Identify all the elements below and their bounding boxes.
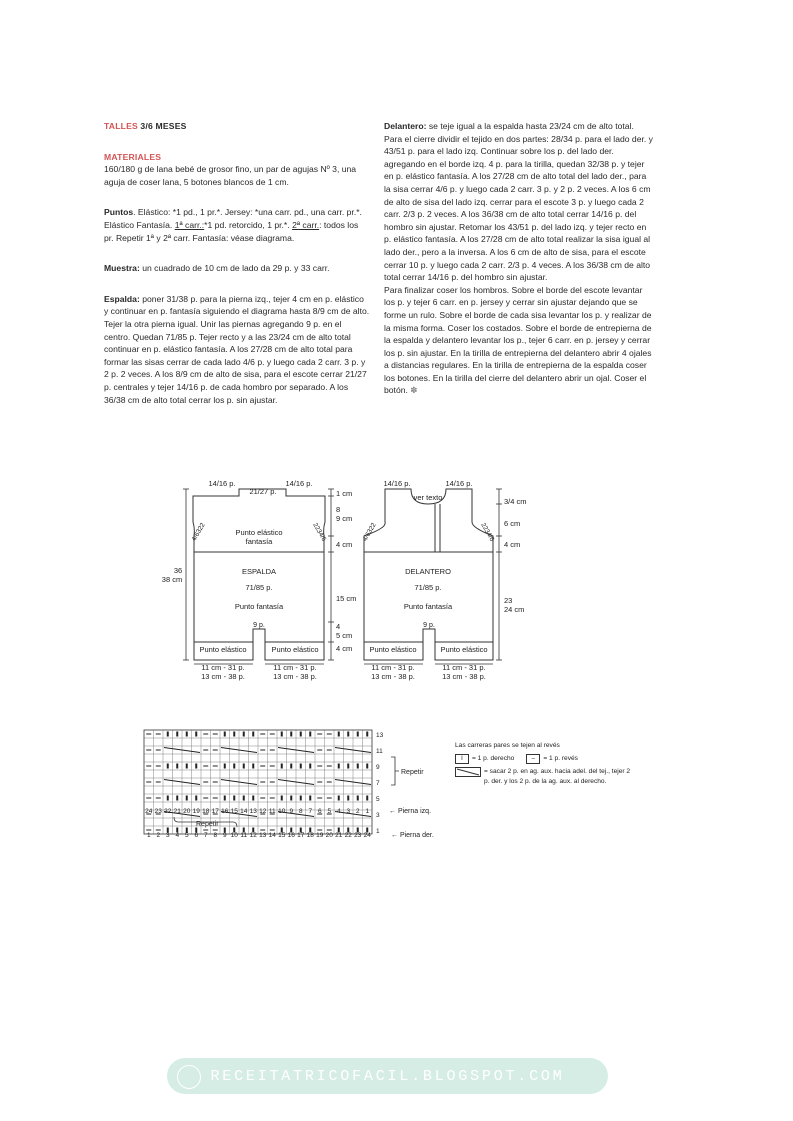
knit-stitch: [195, 732, 197, 737]
espalda-text: poner 31/38 p. para la pierna izq., tejer 4 cm en p. elástico y continuar en p. fantasía siguiendo el diagrama hasta 8/9 cm de alto. Tejer la otra pierna igual. Unir las piernas agregando 9 p. en el centro. Quedan 71/85 p. Tejer recto y a las 23/24 cm de alto total continuar en p. elástico fantasía. A los 27/28 cm de alto total para formar las sisas cerrar de cada lado 4/6 p. y luego cada 2 carr. 3 p. y 2 p. 2 veces. A los 8/9 cm de alto de sisa, para el escote cerrar 21/27 p. centrales y tejer 14/16 p. de cada hombro por separado. A los 36/38 cm de alto total cerrar los p. sin ajustar.: [104, 293, 370, 405]
front-name: DELANTERO: [405, 567, 451, 576]
knit-stitch: [243, 732, 245, 737]
stitch-number-right: 15: [278, 832, 286, 839]
knit-symbol-icon: I: [455, 754, 469, 764]
back-dim-1: 1 cm: [336, 489, 353, 498]
stitch-number-right: 7: [203, 832, 208, 839]
stitch-number-right: 22: [344, 832, 352, 839]
stitch-number-left: 1: [365, 808, 370, 815]
knit-stitch: [281, 796, 283, 801]
row-number: 9: [376, 764, 380, 771]
puntos-text-b: *1 pd. retorcido, 1 pr.*.: [204, 219, 293, 230]
stitch-number-left: 4: [336, 808, 341, 815]
garment-schematics: [150, 472, 530, 687]
back-stitch-count: 71/85 p.: [245, 583, 273, 592]
front-crotch: 9 p.: [423, 622, 435, 629]
knit-stitch: [224, 796, 226, 801]
back-rib-top-2: fantasía: [245, 537, 273, 546]
muestra-label: Muestra:: [104, 263, 140, 274]
finishing-text: Para finalizar coser los hombros. Sobre el borde del escote levantar los p. y tejer 6 carr. en p. jersey y cerrar sin ajustar dejando que se forme un rulo. Sobre el borde de cada sisa levantar los p. y realizar de la misma forma. Coser los costados. Sobre el borde de entrepierna de la espalda y delantero levantar los p., tejer 6 carr. en p. jersey y cerrar los p. sin ajustar. En la tirilla de entrepierna del delantero abrir 4 ojales a distancias regulares. En la tirilla de entrepierna de la espalda coser los botones. En la tirilla del cierre del delantero abrir un ojal. Coser el botón.: [384, 284, 652, 396]
stitch-number-left: 3: [346, 808, 351, 815]
legend-knit-text: = 1 p. derecho: [472, 755, 515, 762]
legend-note: Las carreras pares se tejen al revés: [455, 742, 560, 749]
knit-stitch: [243, 796, 245, 801]
knit-stitch: [176, 764, 178, 769]
knit-stitch: [252, 732, 254, 737]
stitch-number-left: 8: [298, 808, 303, 815]
end-ornament-icon: ✽: [410, 385, 418, 396]
chart-legend: [455, 741, 635, 787]
front-leg-right-1: 11 cm - 31 p.: [442, 663, 486, 672]
front-pattern: Punto fantasía: [403, 602, 453, 611]
front-leg-right-2: 13 cm - 38 p.: [442, 672, 486, 681]
back-crotch: 9 p.: [253, 622, 265, 629]
knit-stitch: [309, 796, 311, 801]
stitch-number-left: 17: [211, 808, 219, 815]
materials-title: MATERIALES: [104, 151, 162, 162]
front-dim-6: 6 cm: [504, 519, 521, 528]
stitch-number-left: 18: [202, 808, 210, 815]
sizes-heading: [104, 120, 370, 133]
knit-stitch: [357, 732, 359, 737]
stitch-number-right: 13: [259, 832, 267, 839]
right-text-column: [384, 120, 654, 397]
knit-stitch: [290, 796, 292, 801]
stitch-number-left: 7: [308, 808, 313, 815]
stitch-number-right: 5: [184, 832, 189, 839]
stitch-number-right: 10: [230, 832, 238, 839]
stitch-chart: [138, 726, 438, 841]
back-dim-9: 9 cm: [336, 514, 353, 523]
stitch-number-right: 21: [335, 832, 343, 839]
knit-stitch: [357, 764, 359, 769]
knit-stitch: [186, 764, 188, 769]
puntos-text-c: : todos los pr. Repetir 1ª y 2ª carr. Fantasía: véase diagrama.: [104, 219, 359, 243]
back-dimension-lines: [183, 489, 334, 664]
front-shoulder-right: 14/16 p.: [445, 479, 473, 488]
muestra-text: un cuadrado de 10 cm de lado da 29 p. y 33 carr.: [139, 263, 330, 274]
back-leg-left-2: 13 cm - 38 p.: [201, 672, 245, 681]
stitch-number-right: 19: [316, 832, 324, 839]
knit-stitch: [338, 796, 340, 801]
blog-footer-banner[interactable]: [167, 1058, 608, 1094]
front-dim-4: 4 cm: [504, 540, 521, 549]
puntos-label: Puntos: [104, 207, 134, 218]
stitch-number-right: 4: [175, 832, 180, 839]
espalda-label: Espalda:: [104, 293, 140, 304]
knit-stitch: [347, 796, 349, 801]
front-neck: ver texto: [413, 493, 443, 502]
delantero-text: se teje igual a la espalda hasta 23/24 cm de alto total. Para el cierre dividir el tejido en dos partes: 28/34 p. para el lado der. y 43/51 p. para el lado izq. Continuar sobre los p. del lado der. agregando en el borde izq. 4 p. para la tirilla, quedan 32/38 p. y tejer en p. elástico fantasía. A los 27/28 cm de alto total del lado der., para la sisa cerrar 4/6 p. y luego cada 2 carr. 3 p. y 2 p. 2 veces. A los 6 cm de alto de sisa del lado izq. cerrar para el escote 3 p. y luego cada 2 carr. 2/3 p. 2 veces. A los 36/38 cm de alto total cerrar 14/16 p. del hombro sin ajustar. Retomar los 43/51 p. del lado izq. y tejer recto en p. elástico fantasía. A los 27/28 cm de alto total realizar la sisa igual al lado der., pero a la inversa. A los 6 cm de alto de sisa, para el escote cerrar 10 p. y luego cada 2 carr. 2/3 p. 4 veces. A los 36/38 cm de alto total cerrar 14/16 p. del hombro sin ajustar.: [384, 121, 653, 283]
right-leg-label: ← Pierna der.: [391, 832, 434, 839]
stitch-number-left: 13: [249, 808, 257, 815]
stitch-number-left: 16: [221, 808, 229, 815]
knit-stitch: [309, 732, 311, 737]
front-armhole-left: 4/6322: [361, 521, 378, 543]
back-dim-4c: 4 cm: [336, 644, 353, 653]
front-rib-right: Punto elástico: [440, 645, 488, 654]
stitch-number-right: 12: [249, 832, 257, 839]
row-number: 5: [376, 796, 380, 803]
knit-stitch: [224, 732, 226, 737]
knit-stitch: [300, 764, 302, 769]
knit-stitch: [243, 764, 245, 769]
knit-stitch: [366, 764, 368, 769]
stitch-number-right: 2: [156, 832, 161, 839]
knit-stitch: [186, 796, 188, 801]
stitch-number-left: 14: [240, 808, 248, 815]
stitch-numbers-right: [147, 832, 371, 839]
knit-stitch: [338, 732, 340, 737]
row-number: 3: [376, 812, 380, 819]
stitch-number-right: 3: [165, 832, 170, 839]
stitch-number-right: 6: [194, 832, 199, 839]
stitch-number-right: 17: [297, 832, 305, 839]
stitch-number-right: 20: [325, 832, 333, 839]
left-leg-label: ← Pierna izq.: [389, 808, 432, 815]
stitch-number-left: 21: [173, 808, 181, 815]
knit-stitch: [347, 732, 349, 737]
stitch-number-right: 8: [213, 832, 218, 839]
stitch-number-left: 5: [327, 808, 332, 815]
row-numbers: [376, 732, 384, 835]
stitch-number-left: 24: [145, 808, 153, 815]
knit-stitch: [233, 764, 235, 769]
row-number: 7: [376, 780, 380, 787]
front-dim-34: 3/4 cm: [504, 497, 527, 506]
knit-stitch: [233, 796, 235, 801]
knit-stitch: [186, 732, 188, 737]
sizes-label: TALLES: [104, 121, 138, 131]
knit-stitch: [233, 732, 235, 737]
puntos-text-a: . Elástico: *1 pd., 1 pr.*. Jersey: *una carr. pd., una carr. pr.*. Elástico Fantasía.: [104, 207, 362, 230]
row-number: 13: [376, 732, 384, 739]
stitch-number-left: 15: [230, 808, 238, 815]
back-leg-right-1: 11 cm - 31 p.: [273, 663, 317, 672]
back-shoulder-left: 14/16 p.: [208, 479, 236, 488]
stitch-number-left: 11: [268, 808, 276, 815]
stitch-number-left: 22: [164, 808, 172, 815]
repeat-rows-label: Repetir: [401, 769, 424, 776]
repeat-rows-bracket: [391, 757, 399, 785]
knit-stitch: [357, 796, 359, 801]
knit-stitch: [290, 732, 292, 737]
stitch-number-left: 19: [192, 808, 200, 815]
stitch-number-left: 6: [317, 808, 322, 815]
back-rib-right: Punto elástico: [271, 645, 319, 654]
back-pattern: Punto fantasía: [234, 602, 284, 611]
knit-stitch: [338, 764, 340, 769]
blog-url: RECEITATRICOFACIL.BLOGSPOT.COM: [210, 1067, 565, 1085]
front-stitch-count: 71/85 p.: [414, 583, 442, 592]
purl-symbol-icon: –: [526, 754, 540, 764]
front-armhole-right: 2234/6: [479, 521, 496, 543]
back-armhole-right: 2234/6: [311, 521, 328, 543]
back-leg-left-1: 11 cm - 31 p.: [201, 663, 245, 672]
back-dim-8: 8: [336, 505, 341, 514]
row-number: 1: [376, 828, 380, 835]
knit-stitch: [300, 732, 302, 737]
stitch-grid: [144, 730, 372, 834]
knit-stitch: [176, 732, 178, 737]
stitch-number-right: 23: [354, 832, 362, 839]
legend-purl-text: = 1 p. revés: [543, 755, 578, 762]
knit-stitch: [167, 796, 169, 801]
knit-stitch: [167, 764, 169, 769]
back-shoulder-right: 14/16 p.: [285, 479, 313, 488]
back-dim-4b: 4: [336, 622, 341, 631]
stitch-number-left: 20: [183, 808, 191, 815]
back-dim-15: 15 cm: [336, 594, 357, 603]
back-height-1: 36: [173, 566, 183, 575]
stitch-number-right: 9: [222, 832, 227, 839]
puntos-row2-label: 2ª carr.: [292, 219, 320, 230]
knit-stitch: [366, 796, 368, 801]
back-dim-4a: 4 cm: [336, 540, 353, 549]
materials-section: [104, 151, 370, 189]
knit-stitch: [224, 764, 226, 769]
front-shoulder-left: 14/16 p.: [383, 479, 411, 488]
knit-stitch: [195, 764, 197, 769]
stitch-number-right: 1: [146, 832, 151, 839]
back-rib-top-1: Punto elástico: [235, 528, 283, 537]
knit-stitch: [347, 764, 349, 769]
left-text-column: [104, 120, 370, 416]
stitch-number-left: 23: [154, 808, 162, 815]
stitch-number-left: 12: [259, 808, 267, 815]
muestra-section: [104, 262, 370, 275]
stitch-number-right: 11: [240, 832, 248, 839]
back-armhole-left: 4/6322: [190, 521, 207, 543]
front-leg-left-2: 13 cm - 38 p.: [371, 672, 415, 681]
knit-stitch: [300, 796, 302, 801]
knit-stitch: [167, 732, 169, 737]
legend-knit: [455, 754, 635, 764]
stitch-number-left: 9: [289, 808, 294, 815]
delantero-section: [384, 120, 654, 284]
puntos-section: [104, 206, 370, 244]
knit-stitch: [309, 764, 311, 769]
front-leg-left-1: 11 cm - 31 p.: [371, 663, 415, 672]
back-name: ESPALDA: [241, 567, 277, 576]
delantero-label: Delantero:: [384, 121, 427, 131]
legend-cable: [455, 767, 635, 787]
knit-stitch: [252, 764, 254, 769]
knit-stitch: [195, 796, 197, 801]
knit-stitch: [252, 796, 254, 801]
knit-stitch: [281, 764, 283, 769]
knit-stitch: [290, 764, 292, 769]
sizes-value: 3/6 MESES: [140, 121, 187, 131]
legend-cable-text: = sacar 2 p. en ag. aux. hacia adel. del tej., tejer 2 p. der. y los 2 p. de la ag. aux. al derecho.: [484, 768, 631, 785]
stitch-number-left: 2: [355, 808, 360, 815]
back-neck: 21/27 p.: [249, 487, 277, 496]
back-leg-right-2: 13 cm - 38 p.: [273, 672, 317, 681]
row-number: 11: [376, 748, 383, 755]
back-rib-left: Punto elástico: [199, 645, 247, 654]
yarn-ball-icon: [177, 1065, 201, 1089]
repeat-cols-label: Repetir: [196, 821, 219, 828]
knit-stitch: [281, 732, 283, 737]
stitch-number-left: 10: [278, 808, 286, 815]
finishing-section: [384, 284, 654, 397]
stitch-number-right: 14: [268, 832, 276, 839]
stitch-number-right: 18: [306, 832, 314, 839]
cable-symbol-icon: [455, 767, 481, 777]
knit-stitch: [176, 796, 178, 801]
stitch-number-right: 16: [287, 832, 295, 839]
back-dim-5: 5 cm: [336, 631, 353, 640]
front-rib-left: Punto elástico: [369, 645, 417, 654]
back-height-2: 38 cm: [161, 575, 183, 584]
front-dim-23: 23: [504, 596, 513, 605]
puntos-row1-label: 1ª carr.:: [174, 219, 205, 230]
stitch-number-right: 24: [363, 832, 371, 839]
front-dim-24: 24 cm: [504, 605, 525, 614]
materials-text: 160/180 g de lana bebé de grosor fino, un par de agujas Nº 3, una aguja de coser lana, 5 botones blancos de 1 cm.: [104, 164, 357, 187]
knit-stitch: [366, 732, 368, 737]
espalda-section: [104, 293, 370, 406]
